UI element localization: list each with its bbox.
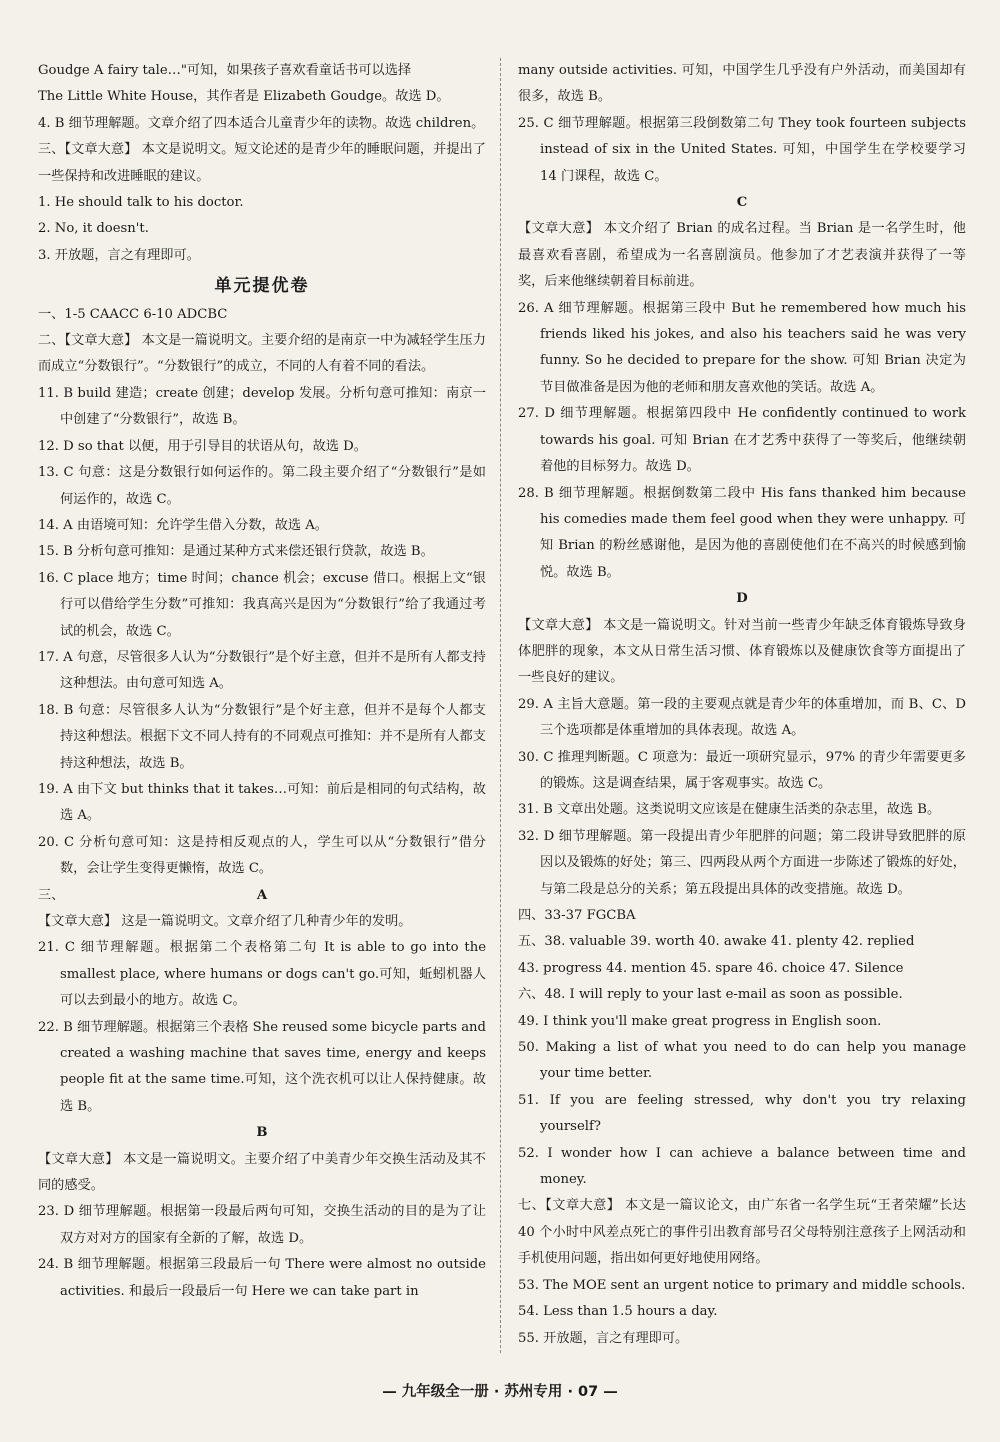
answer-line: 六、48. I will reply to your last e-mail as soon as possible. xyxy=(518,987,903,1003)
answer-line: The Little White House，其作者是 Elizabeth Goudge。故选 D。 xyxy=(38,89,450,105)
answer-line: 26. A 细节理解题。根据第三段中 But he remembered how much his friends liked his jokes, and also his teachers said he was very funny. So he decided to prepare for the show. 可知 Brian 决定为节目做准备是因为他的老师和朋友喜欢他的笑话。故选 A。 xyxy=(518,300,966,395)
answer-line: 55. 开放题，言之有理即可。 xyxy=(518,1330,689,1346)
answer-line: 19. A 由下文 but thinks that it takes…可知：前后是相同的句式结构，故选 A。 xyxy=(38,781,486,824)
answer-line: 27. D 细节理解题。根据第四段中 He confidently continued to work towards his goal. 可知 Brian 在才艺秀中获得了一等奖后，他继续朝着他的目标努力。故选 D。 xyxy=(518,406,966,475)
answer-line: 28. B 细节理解题。根据倒数第二段中 His fans thanked him because his comedies made them feel good when they were unhappy. 可知 Brian 的粉丝感谢他，是因为他的喜剧使他们在不高兴的时候感到愉悦。故选 B。 xyxy=(518,485,966,580)
section-heading: C xyxy=(736,195,748,211)
answer-line: 17. A 句意，尽管很多人认为“分数银行”是个好主意，但并不是所有人都支持这种想法。由句意可知选 A。 xyxy=(38,649,486,692)
answer-line: 2. No, it doesn't. xyxy=(38,221,149,237)
answer-line: 四、33-37 FGCBA xyxy=(518,908,636,923)
answer-line: 51. If you are feeling stressed, why don't you try relaxing yourself? xyxy=(518,1092,966,1135)
answer-line: 11. B build 建造；create 创建；develop 发展。分析句意可推知：南京一中创建了“分数银行”，故选 B。 xyxy=(38,385,486,428)
answer-line: 52. I wonder how I can achieve a balance between time and money. xyxy=(518,1145,966,1188)
unit-title: 单元提优卷 xyxy=(214,276,310,297)
answer-line: 29. A 主旨大意题。第一段的主要观点就是青少年的体重增加，而 B、C、D 三个选项都是体重增加的具体表现。故选 A。 xyxy=(518,696,966,739)
answer-line: 【文章大意】 这是一篇说明文。文章介绍了几种青少年的发明。 xyxy=(38,914,412,930)
answer-line: 25. C 细节理解题。根据第三段倒数第二句 They took fourteen subjects instead of six in the United States. 可知，中国学生在学校要学习 14 门课程，故选 C。 xyxy=(518,115,966,184)
answer-line: 4. B 细节理解题。文章介绍了四本适合儿童青少年的读物。故选 children。 xyxy=(38,115,485,131)
answer-line: 21. C 细节理解题。根据第二个表格第二句 It is able to go into the smallest place, where humans or dogs can't go.可知，蚯蚓机器人可以去到最小的地方。故选 C。 xyxy=(38,940,486,1009)
answer-line: 22. B 细节理解题。根据第三个表格 She reused some bicycle parts and created a washing machine that saves time, energy and keeps people fit at the same time.可知，这个洗衣机可以让人保持健康。故选 B。 xyxy=(38,1019,486,1114)
section-heading: B xyxy=(256,1125,268,1141)
answer-line: 30. C 推理判断题。C 项意为：最近一项研究显示，97% 的青少年需要更多的锻炼。这是调查结果，属于客观事实。故选 C。 xyxy=(518,749,966,791)
answer-line: 50. Making a list of what you need to do can help you manage your time better. xyxy=(518,1040,966,1082)
answer-line: 七、【文章大意】 本文是一篇议论文，由广东省一名学生玩“王者荣耀”长达 40 个小时中风差点死亡的事件引出教育部号召父母特别注意孩子上网活动和手机使用问题，指出如何更好地使用网络。 xyxy=(518,1198,966,1267)
answer-line: 16. C place 地方；time 时间；chance 机会；excuse 借口。根据上文“银行可以借给学生分数”可推知：我真高兴是因为“分数银行”给了我通过考试的机会，故选 C。 xyxy=(38,570,486,639)
answer-line: 三、 xyxy=(38,887,65,903)
answer-line: 1. He should talk to his doctor. xyxy=(38,195,244,211)
right-column xyxy=(518,58,966,1352)
answer-line: 3. 开放题，言之有理即可。 xyxy=(38,247,200,263)
answer-line: 20. C 分析句意可知：这是持相反观点的人，学生可以从“分数银行”借分数，会让学生变得更懒惰，故选 C。 xyxy=(38,834,486,877)
answer-line: many outside activities. 可知，中国学生几乎没有户外活动，而美国却有很多，故选 B。 xyxy=(518,63,966,105)
answer-line: 49. I think you'll make great progress in English soon. xyxy=(518,1013,882,1029)
answer-line: 一、1-5 CAACC 6-10 ADCBC xyxy=(38,306,228,322)
answer-line: 24. B 细节理解题。根据第三段最后一句 There were almost no outside activities. 和最后一段最后一句 Here we can take part in xyxy=(38,1257,486,1299)
answer-line: 15. B 分析句意可推知：是通过某种方式来偿还银行贷款，故选 B。 xyxy=(38,544,434,560)
answer-line: 23. D 细节理解题。根据第一段最后两句可知，交换生活动的目的是为了让双方对对方的国家有全新的了解，故选 D。 xyxy=(38,1204,486,1246)
answer-line: 【文章大意】 本文介绍了 Brian 的成名过程。当 Brian 是一名学生时，他最喜欢看喜剧，希望成为一名喜剧演员。他参加了才艺表演并获得了一等奖，后来他继续朝着目标前进。 xyxy=(518,221,966,290)
answer-line: 【文章大意】 本文是一篇说明文。主要介绍了中美青少年交换生活动及其不同的感受。 xyxy=(38,1151,486,1194)
left-column xyxy=(38,58,486,1305)
answer-line: 五、38. valuable 39. worth 40. awake 41. plenty 42. replied xyxy=(518,934,915,950)
answer-line: 32. D 细节理解题。第一段提出青少年肥胖的问题；第二段讲导致肥胖的原因以及锻炼的好处；第三、四两段从两个方面进一步陈述了锻炼的好处，与第二段是总分的关系；第五段提出具体的改变措施。故选 D。 xyxy=(518,828,966,897)
answer-line: 54. Less than 1.5 hours a day. xyxy=(518,1304,718,1320)
answer-line: 31. B 文章出处题。这类说明文应该是在健康生活类的杂志里，故选 B。 xyxy=(518,802,941,818)
answer-line: 14. A 由语境可知：允许学生借入分数，故选 A。 xyxy=(38,517,328,533)
answer-line: 二、【文章大意】 本文是一篇说明文。主要介绍的是南京一中为减轻学生压力而成立“分数银行”。“分数银行”的成立，不同的人有着不同的看法。 xyxy=(38,333,486,375)
section-heading: A xyxy=(256,887,268,903)
answer-line: 43. progress 44. mention 45. spare 46. choice 47. Silence xyxy=(518,960,904,976)
column-divider xyxy=(500,58,501,1353)
answer-line: 三、【文章大意】 本文是说明文。短文论述的是青少年的睡眠问题，并提出了一些保持和改进睡眠的建议。 xyxy=(38,142,486,184)
section-heading: D xyxy=(736,591,748,607)
answer-line: 18. B 句意：尽管很多人认为“分数银行”是个好主意，但并不是每个人都支持这种想法。根据下文不同人持有的不同观点可推知：并不是所有人都支持这种想法，故选 B。 xyxy=(38,702,486,771)
answer-line: 13. C 句意：这是分数银行如何运作的。第二段主要介绍了“分数银行”是如何运作的，故选 C。 xyxy=(38,465,486,507)
answer-line: 53. The MOE sent an urgent notice to primary and middle schools. xyxy=(518,1277,966,1293)
answer-line: 【文章大意】 本文是一篇说明文。针对当前一些青少年缺乏体育锻炼导致身体肥胖的现象，本文从日常生活习惯、体育锻炼以及健康饮食等方面提出了一些良好的建议。 xyxy=(518,617,966,686)
answer-line: 12. D so that 以便，用于引导目的状语从句，故选 D。 xyxy=(38,438,367,454)
answer-line: Goudge A fairy tale…"可知，如果孩子喜欢看童话书可以选择 xyxy=(38,63,412,78)
page-footer: — 九年级全一册 · 苏州专用 · 07 — xyxy=(382,1384,618,1400)
